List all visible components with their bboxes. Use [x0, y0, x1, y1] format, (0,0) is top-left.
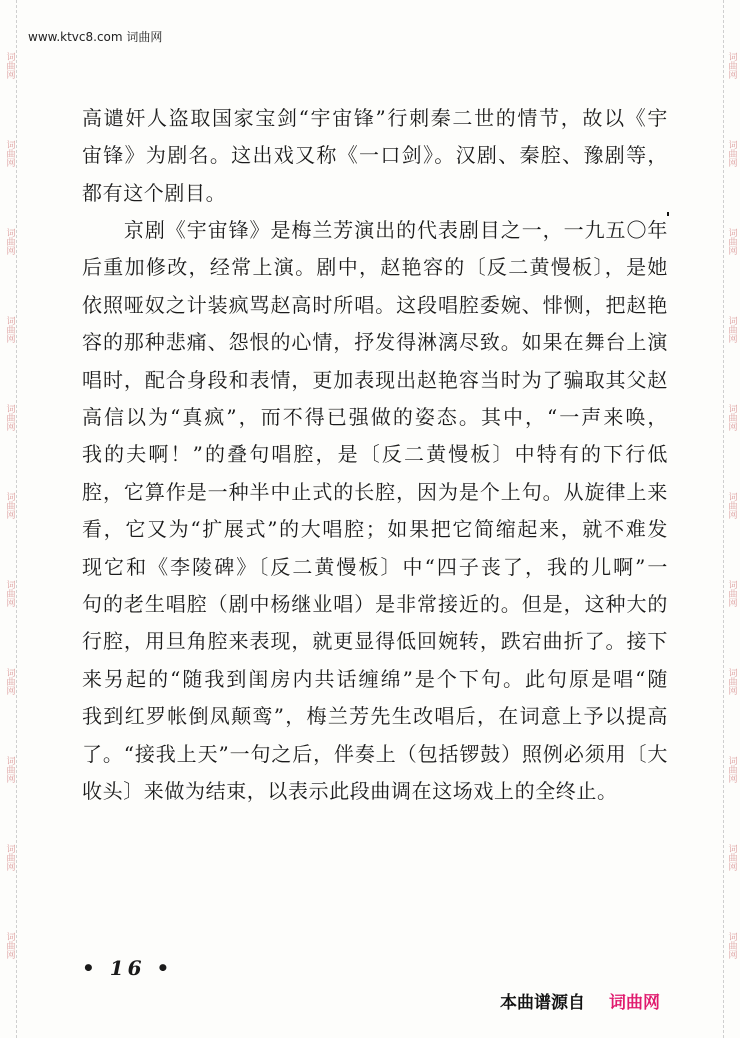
- margin-watermark: 词曲网: [726, 51, 737, 79]
- margin-watermark: 词曲网: [4, 227, 15, 255]
- text-line: 腔，它算作是一种半中止式的长腔，因为是个上句。从旋律上来: [82, 479, 668, 504]
- text-line: 我到红罗帐倒凤颠鸾”，梅兰芳先生改唱后，在词意上予以提高: [82, 704, 668, 729]
- margin-watermark: 词曲网: [726, 579, 737, 607]
- text-line: 看，它又为“扩展式”的大唱腔；如果把它简缩起来，就不难发: [82, 517, 668, 542]
- header-url[interactable]: www.ktvc8.com 词曲网: [28, 30, 163, 44]
- margin-watermark: 词曲网: [726, 227, 737, 255]
- text-line: 唱时，配合身段和表情，更加表现出赵艳容当时为了骗取其父赵: [82, 367, 668, 392]
- margin-watermark: 词曲网: [4, 403, 15, 431]
- text-line: 都有这个剧目。: [82, 180, 227, 205]
- source-label: 本曲谱源自: [500, 993, 585, 1013]
- text-line: 我的夫啊！”的叠句唱腔，是〔反二黄慢板〕中特有的下行低: [82, 442, 668, 467]
- text-line: 行腔，用旦角腔来表现，就更显得低回婉转，跌宕曲折了。接下: [82, 629, 668, 654]
- margin-watermark: 词曲网: [4, 931, 15, 959]
- margin-watermark: 词曲网: [726, 755, 737, 783]
- text-line: 句的老生唱腔（剧中杨继业唱）是非常接近的。但是，这种大的: [82, 592, 668, 617]
- right-margin-strip: [723, 0, 738, 1038]
- margin-watermark: 词曲网: [4, 315, 15, 343]
- left-margin-strip: [2, 0, 17, 1038]
- margin-watermark: 词曲网: [4, 755, 15, 783]
- text-line: 收头〕来做为结束，以表示此段曲调在这场戏上的全终止。: [82, 779, 618, 804]
- text-line: 了。“接我上天”一句之后，伴奏上（包括锣鼓）照例必须用〔大: [82, 741, 668, 766]
- margin-watermark: 词曲网: [726, 403, 737, 431]
- margin-watermark: 词曲网: [4, 491, 15, 519]
- text-line: 后重加修改，经常上演。剧中，赵艳容的〔反二黄慢板〕，是她: [82, 255, 668, 280]
- text-line: 高谴奸人盗取国家宝剑“宇宙锋”行刺秦二世的情节，故以《宇: [82, 106, 668, 130]
- paragraph-1: [82, 100, 668, 212]
- margin-watermark: 词曲网: [4, 843, 15, 871]
- text-line: 高信以为“真疯”，而不得已强做的姿态。其中，“一声来唤，: [82, 405, 668, 430]
- text-line: 宙锋》为剧名。这出戏又称《一口剑》。汉剧、秦腔、豫剧等，: [82, 143, 668, 168]
- margin-watermark: 词曲网: [4, 579, 15, 607]
- margin-watermark: 词曲网: [4, 139, 15, 167]
- paragraph-2: [82, 212, 668, 811]
- margin-watermark: 词曲网: [726, 315, 737, 343]
- text-line: 来另起的“随我到闺房内共话缠绵”是个下句。此句原是唱“随: [82, 666, 668, 691]
- text-line: 容的那种悲痛、怨恨的心情，抒发得淋漓尽致。如果在舞台上演: [82, 330, 668, 355]
- margin-watermark: 词曲网: [726, 139, 737, 167]
- text-line: 现它和《李陵碑》〔反二黄慢板〕中“四子丧了，我的儿啊”一: [82, 554, 668, 579]
- text-line: 依照哑奴之计装疯骂赵高时所唱。这段唱腔委婉、悱恻，把赵艳: [82, 292, 668, 317]
- text-line: 京剧《宇宙锋》是梅兰芳演出的代表剧目之一，一九五〇年: [82, 218, 668, 242]
- margin-watermark: 词曲网: [726, 843, 737, 871]
- margin-watermark: 词曲网: [4, 51, 15, 79]
- source-watermark: [500, 988, 660, 1013]
- margin-watermark: 词曲网: [4, 667, 15, 695]
- page-number: • 16 •: [82, 956, 174, 980]
- margin-watermark: 词曲网: [726, 491, 737, 519]
- margin-watermark: 词曲网: [726, 667, 737, 695]
- margin-watermark: 词曲网: [726, 931, 737, 959]
- site-name[interactable]: 词曲网: [609, 993, 660, 1013]
